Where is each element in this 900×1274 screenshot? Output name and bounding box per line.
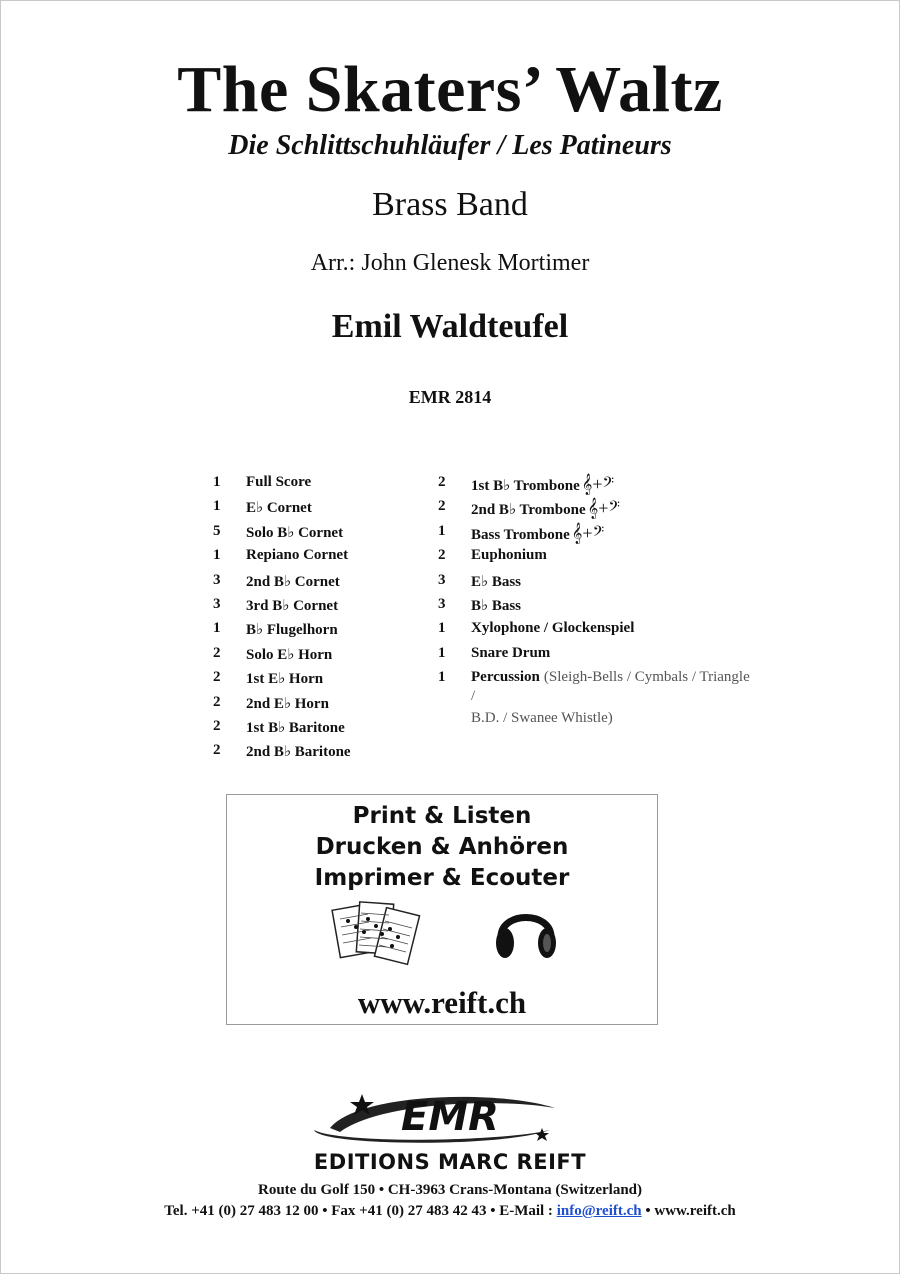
promo-line-de: Drucken & Anhören: [315, 834, 569, 860]
part-row: [213, 694, 413, 718]
part-quantity: 1: [438, 644, 446, 661]
part-row: [213, 547, 413, 571]
part-name: Repiano Cornet: [246, 547, 349, 564]
arranger-credit: Arr.: John Glenesk Mortimer: [310, 250, 590, 276]
part-name-wrap: [471, 547, 547, 564]
part-quantity: 2: [213, 644, 221, 661]
part-quantity: 1: [438, 620, 446, 637]
part-row: [213, 718, 413, 742]
part-name-wrap: [246, 523, 343, 542]
part-name: Solo E♭ Horn: [246, 646, 333, 663]
part-row: [213, 669, 413, 693]
part-name: Euphonium: [471, 547, 547, 564]
part-name-wrap: [246, 572, 340, 591]
part-name-wrap: [246, 694, 329, 713]
part-quantity: 1: [438, 669, 446, 686]
part-name: E♭ Cornet: [246, 500, 312, 517]
part-name-wrap: [246, 547, 348, 564]
part-name: 2nd B♭ Baritone: [246, 744, 351, 761]
promo-url-link[interactable]: www.reift.ch: [357, 985, 527, 1020]
part-row: [438, 669, 798, 693]
part-name-wrap: [246, 669, 323, 688]
publisher-address: Route du Golf 150 • CH-3963 Crans-Montana (Switzerland): [258, 1182, 642, 1198]
part-name: 2nd E♭ Horn: [246, 695, 329, 712]
part-name-wrap: [246, 620, 338, 639]
print-listen-box[interactable]: [226, 794, 658, 1025]
ensemble-label: Brass Band: [372, 186, 528, 223]
promo-line-fr: Imprimer & Ecouter: [314, 865, 570, 891]
publisher-name: EDITIONS MARC REIFT: [313, 1150, 587, 1174]
part-name: Solo B♭ Cornet: [246, 524, 344, 541]
clef-icon: 𝄞+𝄢: [581, 474, 615, 494]
part-name-wrap: [246, 718, 345, 737]
part-name-wrap: [471, 474, 614, 495]
contact-suffix: • www.reift.ch: [641, 1203, 736, 1219]
part-row: [438, 645, 798, 669]
part-name: Full Score: [246, 474, 312, 490]
headphones-icon: [491, 897, 561, 965]
catalog-number: EMR 2814: [408, 387, 492, 407]
part-name: 1st E♭ Horn: [246, 671, 324, 688]
part-name: Snare Drum: [471, 644, 551, 661]
part-name: 2nd B♭ Cornet: [246, 573, 340, 590]
part-name-wrap: [471, 523, 604, 544]
part-quantity: 2: [213, 669, 221, 686]
part-name: Bass Trombone: [471, 526, 570, 543]
part-row: [438, 523, 798, 547]
part-name-wrap: [471, 498, 620, 519]
part-name: E♭ Bass: [471, 573, 522, 590]
part-name-wrap: [246, 645, 332, 664]
part-name-wrap: [471, 596, 521, 615]
part-quantity: 1: [213, 547, 221, 564]
part-quantity: 1: [438, 522, 446, 539]
part-row: [438, 572, 798, 596]
score-title: The Skaters’ Waltz: [177, 53, 723, 126]
part-row: [213, 742, 413, 766]
part-name-wrap: [471, 669, 750, 686]
part-row: [438, 474, 798, 498]
part-row: [213, 474, 413, 498]
parts-list-right: [438, 474, 798, 694]
part-quantity: 2: [213, 742, 221, 759]
part-quantity: 2: [213, 693, 221, 710]
clef-icon: 𝄞+𝄢: [571, 522, 605, 543]
part-quantity: 2: [438, 474, 446, 490]
part-note: (Sleigh-Bells / Cymbals / Triangle: [543, 669, 750, 686]
part-quantity: 5: [213, 522, 221, 539]
part-quantity: 3: [438, 571, 446, 588]
part-row: [213, 572, 413, 596]
part-row: [438, 547, 798, 571]
part-name: B♭ Flugelhorn: [246, 622, 338, 639]
contact-prefix: Tel. +41 (0) 27 483 12 00 • Fax +41 (0) 27 483 42 43 • E-Mail :: [164, 1203, 557, 1219]
part-quantity: 3: [438, 595, 446, 612]
percussion-cont-slash: /: [471, 688, 476, 704]
composer-name: Emil Waldteufel: [331, 308, 569, 345]
sheet-music-icon: [330, 899, 422, 971]
part-quantity: 1: [213, 620, 221, 637]
publisher-contacts: [0, 1203, 900, 1220]
part-name-wrap: [246, 498, 312, 517]
part-row: [213, 498, 413, 522]
part-row: [213, 596, 413, 620]
email-link[interactable]: info@reift.ch: [556, 1203, 642, 1219]
part-row: [213, 620, 413, 644]
score-subtitle: Die Schlittschuhläufer / Les Patineurs: [228, 130, 672, 161]
part-quantity: 2: [213, 717, 221, 734]
parts-list-left: [213, 474, 413, 767]
promo-line-en: Print & Listen: [352, 803, 532, 829]
part-quantity: 3: [213, 571, 221, 588]
part-name-wrap: [471, 572, 521, 591]
percussion-cont-text: B.D. / Swanee Whistle): [471, 710, 613, 726]
clef-icon: 𝄞+𝄢: [587, 498, 620, 519]
part-name: 2nd B♭ Trombone: [471, 502, 586, 519]
part-quantity: 2: [438, 498, 446, 515]
part-name-wrap: [246, 596, 338, 615]
part-row: [213, 523, 413, 547]
part-name: 1st B♭ Trombone: [471, 478, 580, 494]
part-name: 1st B♭ Baritone: [246, 719, 345, 736]
emr-logo: [300, 1090, 600, 1150]
part-name-wrap: [471, 645, 550, 662]
part-quantity: 1: [213, 474, 221, 490]
part-name-wrap: [471, 620, 634, 637]
part-row: [438, 498, 798, 522]
part-row: [438, 596, 798, 620]
logo-text: EMR: [401, 1094, 499, 1140]
part-row: [213, 645, 413, 669]
part-quantity: 3: [213, 595, 221, 612]
part-name-wrap: [246, 742, 351, 761]
part-name: Percussion: [471, 669, 540, 686]
part-row: [438, 620, 798, 644]
part-name: 3rd B♭ Cornet: [246, 597, 339, 614]
part-quantity: 2: [438, 547, 446, 564]
part-name-wrap: [246, 474, 311, 491]
part-name: B♭ Bass: [471, 597, 522, 614]
percussion-continuation: [471, 688, 613, 727]
part-name: Xylophone / Glockenspiel: [471, 620, 635, 637]
part-quantity: 1: [213, 498, 221, 515]
